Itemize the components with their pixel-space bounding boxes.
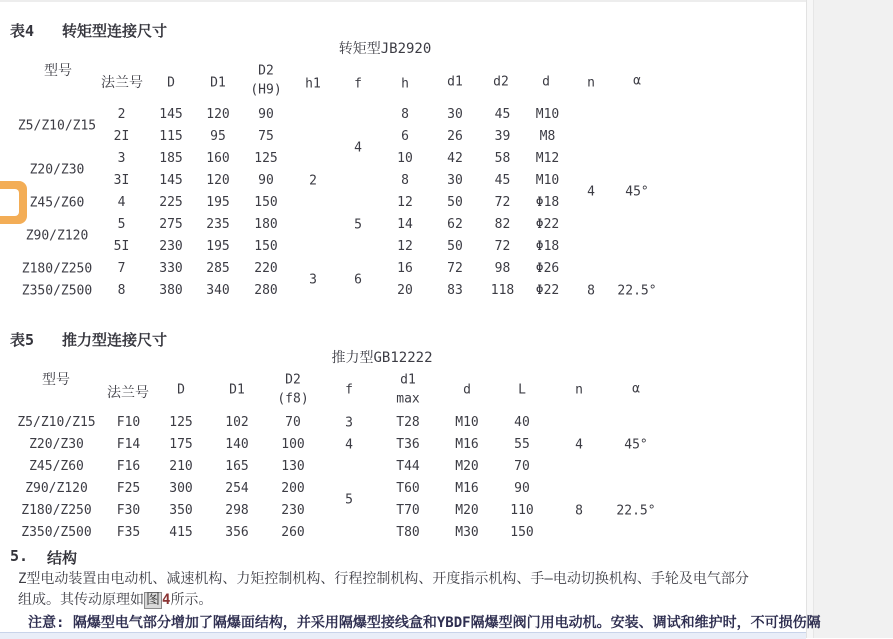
t5-cell-model: Z5/Z10/Z15	[17, 415, 96, 430]
t5-cell-D1: 254	[225, 481, 249, 496]
t4-cell-h: 12	[397, 195, 413, 210]
t5-cell-D2: 100	[281, 437, 305, 452]
t5-cell-D: 415	[169, 525, 193, 540]
t4-cell-D2: 180	[254, 217, 278, 232]
t4-cell-D1: 120	[206, 173, 230, 188]
t4-cell-d2: 58	[494, 151, 511, 166]
t4-header-h1: h1	[305, 76, 321, 92]
t4-cell-D1: 195	[206, 239, 230, 254]
t4-cell-d1: 62	[447, 217, 463, 232]
table4-body	[95, 104, 570, 302]
t5-cell-d1max: T60	[396, 481, 420, 496]
table-row	[8, 456, 550, 478]
t5-cell-flange: F25	[116, 481, 141, 496]
table-row	[8, 478, 550, 500]
t5-cell-flange: F16	[116, 459, 141, 474]
t4-cell-flange: 7	[117, 261, 126, 276]
table-row	[95, 214, 570, 236]
table-row	[95, 126, 570, 148]
t4-span-h1: 3	[309, 272, 317, 288]
t4-cell-d: Φ18	[535, 195, 560, 210]
t4-header-alpha: α	[633, 73, 641, 89]
t5-span-n: 8	[575, 503, 583, 519]
t5-cell-flange: F35	[116, 525, 141, 540]
table-row	[8, 412, 550, 434]
t4-cell-D2: 280	[254, 283, 278, 298]
t4-cell-D2: 150	[254, 239, 278, 254]
t5-cell-d: M20	[455, 503, 479, 518]
t5-cell-model: Z20/Z30	[29, 437, 84, 452]
t5-header-D: D	[177, 382, 185, 398]
t5-cell-d1max: T70	[396, 503, 420, 518]
t4-cell-h: 16	[397, 261, 413, 276]
t5-header-flange: 法兰号	[107, 385, 149, 401]
t4-span-h1: 2	[309, 173, 317, 189]
t4-cell-spacer	[290, 126, 380, 148]
t4-cell-D1: 340	[206, 283, 230, 298]
table4-caption: 转矩型JB2920	[338, 41, 432, 57]
t4-header-d2: d2	[493, 74, 509, 90]
t4-cell-D: 225	[159, 195, 183, 210]
t5-header-L: L	[518, 382, 526, 398]
t4-cell-D2: 75	[258, 129, 274, 144]
t5-cell-model: Z350/Z500	[21, 525, 92, 540]
section-title: 结构	[47, 549, 78, 567]
t4-span-alpha: 45°	[625, 184, 649, 200]
t5-cell-D1: 102	[225, 415, 249, 430]
t5-header-D2-sub: (f8)	[277, 391, 309, 407]
t4-cell-h: 10	[397, 151, 413, 166]
t4-cell-D: 275	[159, 217, 183, 232]
t4-header-D2: D2	[258, 63, 274, 79]
t4-cell-D2: 90	[258, 173, 274, 188]
t5-cell-D2: 130	[281, 459, 305, 474]
t5-cell-D: 300	[169, 481, 193, 496]
t5-cell-L: 55	[514, 437, 530, 452]
t5-header-d1: d1	[400, 372, 416, 388]
t4-cell-D2: 220	[254, 261, 278, 276]
t5-cell-D: 125	[169, 415, 193, 430]
t5-cell-D2: 260	[281, 525, 305, 540]
t5-cell-d1max: T28	[396, 415, 420, 430]
t4-cell-h: 8	[401, 173, 409, 188]
t4-header-D1: D1	[210, 75, 226, 91]
top-edge-line	[0, 0, 806, 2]
t5-header-n: n	[575, 382, 583, 398]
t5-header-alpha: α	[632, 381, 640, 397]
t5-cell-D1: 165	[225, 459, 249, 474]
t4-cell-D2: 125	[254, 151, 278, 166]
t4-cell-d: Φ18	[535, 239, 560, 254]
t4-cell-D1: 120	[206, 107, 230, 122]
table4-label: 表4	[10, 22, 35, 40]
t5-cell-f: 4	[345, 437, 353, 453]
t4-cell-h: 6	[401, 129, 409, 144]
t4-cell-flange: 5I	[113, 239, 130, 254]
table-row	[95, 148, 570, 170]
table5-body	[8, 412, 550, 544]
table-row	[95, 104, 570, 126]
t4-cell-D2: 90	[258, 107, 274, 122]
t5-cell-spacer	[322, 456, 376, 478]
t4-model-label: Z350/Z500	[21, 283, 93, 299]
t4-cell-spacer	[290, 148, 380, 170]
right-page-margin	[814, 0, 893, 638]
t4-cell-D1: 235	[206, 217, 230, 232]
t4-cell-flange: 4	[117, 195, 126, 210]
t5-header-d1-sub: max	[396, 391, 420, 407]
t5-cell-flange: F10	[116, 415, 141, 430]
t5-cell-flange: F14	[116, 437, 141, 452]
t4-header-h: h	[401, 76, 409, 92]
t5-cell-d: M30	[455, 525, 479, 540]
body-paragraph-line2	[18, 589, 212, 609]
t5-header-model: 型号	[42, 372, 70, 388]
t4-cell-d: M8	[539, 129, 556, 144]
t4-cell-d: Φ22	[535, 217, 560, 232]
t5-cell-D2: 70	[285, 415, 301, 430]
table-row	[95, 280, 570, 302]
t5-cell-d1max: T36	[396, 437, 420, 452]
t5-cell-L: 150	[510, 525, 534, 540]
table-row	[8, 500, 550, 522]
table5-caption: 推力型GB12222	[331, 350, 433, 366]
t4-cell-D1: 195	[206, 195, 230, 210]
t4-cell-d1: 30	[447, 107, 463, 122]
t4-header-D: D	[167, 75, 175, 91]
t4-cell-spacer	[290, 104, 380, 126]
t5-cell-L: 90	[514, 481, 530, 496]
t4-header-f: f	[354, 76, 362, 92]
t5-span-alpha: 45°	[624, 437, 648, 453]
t4-cell-D: 115	[159, 129, 183, 144]
t4-model-label: Z20/Z30	[29, 162, 85, 178]
t4-cell-d2: 72	[494, 239, 511, 254]
t4-cell-D: 145	[159, 173, 183, 188]
paragraph-text: 组成。其传动原理如	[18, 592, 144, 608]
table-row	[95, 236, 570, 258]
t4-cell-D1: 95	[210, 129, 226, 144]
t4-cell-d: Φ26	[535, 261, 560, 276]
t4-cell-h: 12	[397, 239, 413, 254]
t4-cell-d2: 98	[494, 261, 511, 276]
t5-span-f: 5	[345, 492, 353, 508]
table-row	[8, 522, 550, 544]
t4-cell-D1: 160	[206, 151, 230, 166]
t4-span-n: 8	[587, 283, 595, 299]
t5-cell-D2: 230	[281, 503, 305, 518]
t4-cell-D: 330	[159, 261, 183, 276]
t4-cell-d1: 26	[447, 129, 463, 144]
t4-span-f: 4	[354, 140, 362, 156]
t4-cell-d1: 50	[447, 239, 463, 254]
t4-cell-d1: 83	[447, 283, 463, 298]
t4-cell-d1: 50	[447, 195, 463, 210]
t5-cell-d1max: T44	[396, 459, 420, 474]
t4-span-f: 5	[354, 217, 362, 233]
table-row	[95, 170, 570, 192]
table5-title: 推力型连接尺寸	[62, 331, 168, 349]
t4-cell-d2: 118	[490, 283, 515, 298]
t4-cell-d2: 45	[494, 107, 511, 122]
t4-cell-D: 185	[159, 151, 183, 166]
warning-note-text: 注意: 隔爆型电气部分增加了隔爆面结构，并采用隔爆型接线盒和YBDF隔爆型阀门用电动机。安装、调试和维护时，不可损伤隔	[28, 615, 821, 631]
t4-header-d: d	[542, 74, 550, 90]
t5-cell-D: 175	[169, 437, 193, 452]
table-row	[8, 434, 550, 456]
t4-cell-spacer	[290, 258, 380, 280]
t4-cell-d: M10	[535, 107, 560, 122]
t4-cell-spacer	[290, 192, 380, 214]
t4-model-label: Z45/Z60	[29, 195, 85, 211]
t4-cell-D2: 150	[254, 195, 278, 210]
body-paragraph-line1: Z型电动装置由电动机、减速机构、力矩控制机构、行程控制机构、开度指示机构、手—电动切换机构、手轮及电气部分	[18, 571, 749, 587]
t5-header-D2: D2	[285, 372, 301, 388]
t4-model-label: Z5/Z10/Z15	[17, 118, 97, 134]
table5-label: 表5	[10, 331, 35, 349]
t4-span-alpha: 22.5°	[617, 283, 657, 299]
t4-cell-h: 14	[397, 217, 413, 232]
orange-floating-widget-button[interactable]	[0, 181, 27, 224]
t5-header-f: f	[345, 382, 353, 398]
t4-cell-D: 380	[159, 283, 183, 298]
t5-cell-d: M20	[455, 459, 479, 474]
t5-cell-d: M10	[455, 415, 479, 430]
t4-cell-h: 20	[397, 283, 413, 298]
t5-cell-D: 350	[169, 503, 193, 518]
t4-cell-flange: 8	[117, 283, 126, 298]
t5-cell-f: 3	[345, 415, 353, 431]
t5-cell-L: 40	[514, 415, 530, 430]
table-row	[95, 192, 570, 214]
t5-cell-spacer	[322, 522, 376, 544]
t4-cell-d2: 82	[494, 217, 511, 232]
t4-cell-d1: 30	[447, 173, 463, 188]
figure-4-highlighted-char[interactable]: 图	[146, 592, 160, 608]
t5-cell-D1: 298	[225, 503, 249, 518]
t5-cell-d: M16	[455, 437, 479, 452]
t4-cell-flange: 3	[117, 151, 126, 166]
table-row	[95, 258, 570, 280]
t4-cell-D: 230	[159, 239, 183, 254]
t4-cell-D1: 285	[206, 261, 230, 276]
t4-model-label: Z180/Z250	[21, 261, 93, 277]
table4-title: 转矩型连接尺寸	[62, 22, 168, 40]
t5-cell-model: Z90/Z120	[25, 481, 88, 496]
t4-header-model: 型号	[44, 63, 72, 79]
t4-cell-spacer	[290, 236, 380, 258]
t4-cell-h: 8	[401, 107, 409, 122]
t5-cell-model: Z45/Z60	[29, 459, 84, 474]
t4-cell-d: Φ22	[535, 283, 560, 298]
t4-cell-d2: 45	[494, 173, 511, 188]
section-number: 5.	[10, 547, 29, 565]
t5-cell-d1max: T80	[396, 525, 420, 540]
t4-cell-spacer	[290, 170, 380, 192]
t5-cell-D: 210	[169, 459, 193, 474]
t4-cell-d1: 42	[447, 151, 463, 166]
t4-cell-d2: 39	[494, 129, 511, 144]
t5-cell-model: Z180/Z250	[21, 503, 92, 518]
t4-cell-flange: 2	[117, 107, 126, 122]
t4-model-label: Z90/Z120	[25, 228, 89, 244]
t4-cell-spacer	[290, 280, 380, 302]
orange-widget-icon	[0, 189, 19, 216]
t5-header-D1: D1	[229, 382, 245, 398]
t5-cell-D1: 356	[225, 525, 249, 540]
t4-header-n: n	[587, 75, 595, 91]
t4-cell-d1: 72	[447, 261, 463, 276]
t4-span-n: 4	[587, 184, 595, 200]
t4-cell-spacer	[290, 214, 380, 236]
t4-header-d1: d1	[447, 74, 463, 90]
t4-header-flange: 法兰号	[101, 75, 143, 91]
t4-cell-d: M10	[535, 173, 560, 188]
scrollbar-gutter[interactable]	[806, 0, 814, 638]
t5-cell-flange: F30	[116, 503, 141, 518]
figure-4-number-link[interactable]: 4	[162, 592, 171, 608]
t5-cell-D1: 140	[225, 437, 249, 452]
t5-cell-L: 110	[510, 503, 534, 518]
t4-cell-flange: 2I	[113, 129, 130, 144]
t4-header-D2-sub: (H9)	[250, 82, 282, 98]
t5-cell-D2: 200	[281, 481, 305, 496]
t4-cell-d: M12	[535, 151, 560, 166]
t5-header-d: d	[463, 382, 471, 398]
t4-cell-D: 145	[159, 107, 183, 122]
t4-cell-flange: 3I	[113, 173, 130, 188]
t4-span-f: 6	[354, 272, 362, 288]
t5-span-n: 4	[575, 437, 583, 453]
paragraph-text: 所示。	[170, 592, 213, 608]
t4-cell-d2: 72	[494, 195, 511, 210]
t5-span-alpha: 22.5°	[616, 503, 656, 519]
t4-cell-flange: 5	[117, 217, 126, 232]
t5-cell-d: M16	[455, 481, 479, 496]
t5-cell-L: 70	[514, 459, 530, 474]
